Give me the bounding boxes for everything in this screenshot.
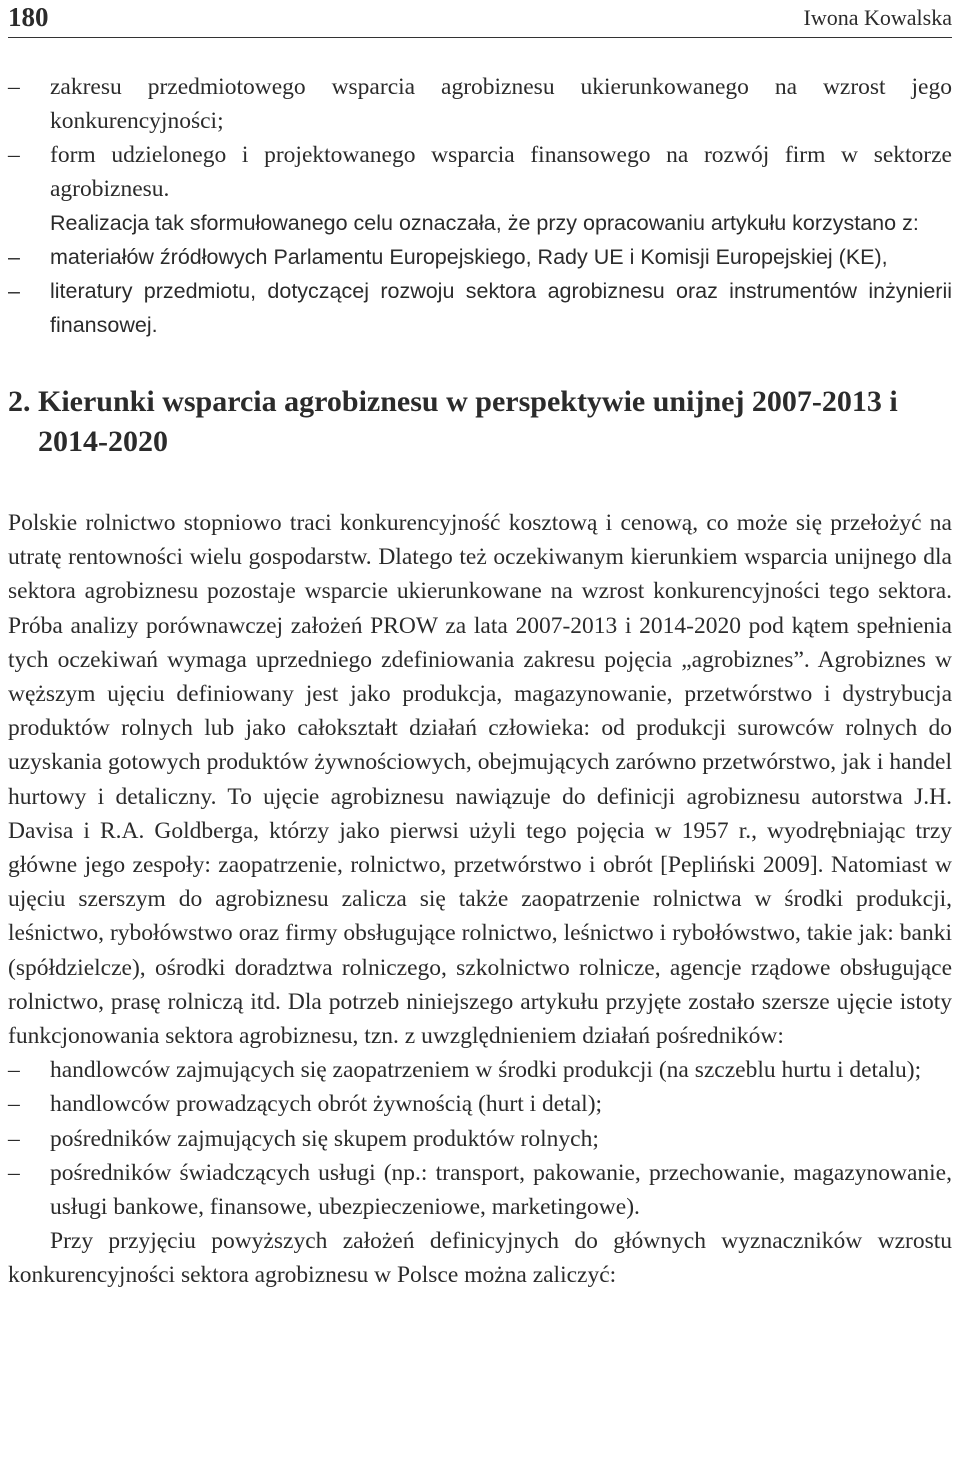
dash-bullet: –: [8, 245, 20, 269]
list-item-text: materiałów źródłowych Parlamentu Europejskiego, Rady UE i Komisji Europejskiej (KE),: [50, 245, 888, 269]
list-item: [8, 1053, 952, 1087]
dash-bullet: –: [8, 1125, 20, 1152]
intermediaries-list: [8, 1053, 952, 1224]
list-item-text: pośredników zajmujących się skupem produktów rolnych;: [50, 1125, 599, 1152]
running-header: [8, 0, 952, 38]
dash-bullet: –: [8, 279, 20, 303]
page-number: 180: [8, 2, 49, 32]
paragraph-realizacja: Realizacja tak sformułowanego celu oznaczała, że przy opracowaniu artykułu korzystano z:: [50, 211, 919, 235]
dash-bullet: –: [8, 74, 20, 100]
sources-list: [8, 240, 952, 342]
dash-bullet: –: [8, 1159, 20, 1186]
dash-bullet: –: [8, 142, 20, 168]
main-paragraph: Polskie rolnictwo stopniowo traci konkurencyjność kosztową i cenową, co może się przełożyć na utratę rentowności wielu gospodarstw. Dlatego też oczekiwanym kierunkiem wsparcia unijnego dla sektora agrobiznesu pozostaje wsparcie ukierunkowane na wzrost konkurencyjności tego sektora. Próba analizy porównawczej założeń PROW za lata 2007-2013 i 2014-2020 pod kątem spełnienia tych oczekiwań wymaga uprzedniego zdefiniowania zakresu pojęcia „agrobiznes”. Agrobiznes w węższym ujęciu definiowany jest jako produkcja, magazynowanie, przetwórstwo i dystrybucja produktów rolnych lub jako całokształt działań człowieka: od produkcji surowców rolnych do uzyskania gotowych produktów żywnościowych, obejmujących zarówno przetwórstwo, jak i handel hurtowy i detaliczny. To ujęcie agrobiznesu nawiązuje do definicji agrobiznesu autorstwa J.H. Davisa i R.A. Goldberga, którzy jako pierwsi użyli tego pojęcia w 1957 r., wyodrębniając trzy główne jego zespoły: zaopatrzenie, rolnictwo, przetwórstwo i obrót [Pepliński 2009]. Natomiast w ujęciu szerszym do agrobiznesu zalicza się także zaopatrzenie rolnictwa w środki produkcji, leśnictwo, rybołówstwo oraz firmy obsługujące rolnictwo, leśnictwo i rybołówstwo, takie jak: banki (spółdzielcze), ośrodki doradztwa rolniczego, szkolnictwo rolnicze, agencje rządowe obsługujące rolnictwo, prasę rolniczą itd. Dla potrzeb niniejszego artykułu przyjęte zostało szersze ujęcie istoty funkcjonowania sektora agrobiznesu, tzn. z uwzględnieniem działań pośredników:: [8, 510, 952, 1050]
dash-bullet: –: [8, 1057, 20, 1084]
list-item: [8, 240, 952, 274]
list-item-text: handlowców zajmujących się zaopatrzeniem w środki produkcji (na szczeblu hurtu i detalu);: [50, 1057, 922, 1084]
list-item-text: form udzielonego i projektowanego wsparcia finansowego na rozwój firm w sektorze agrobiznesu.: [50, 142, 952, 202]
closing-paragraph: Przy przyjęciu powyższych założeń definicyjnych do głównych wyznaczników wzrostu konkurencyjności sektora agrobiznesu w Polsce można zaliczyć:: [8, 1228, 952, 1289]
list-item: [8, 1122, 952, 1156]
list-item: [8, 1156, 952, 1224]
list-item-text: pośredników świadczących usługi (np.: transport, pakowanie, przechowanie, magazynowanie, usługi bankowe, finansowe, ubezpieczeniowe, marketingowe).: [50, 1159, 952, 1221]
list-item: [8, 274, 952, 342]
list-item-text: handlowców prowadzących obrót żywnością (hurt i detal);: [50, 1091, 603, 1118]
running-author: Iwona Kowalska: [803, 5, 952, 30]
list-item-text: literatury przedmiotu, dotyczącej rozwoju sektora agrobiznesu oraz instrumentów inżynierii finansowej.: [50, 279, 952, 337]
list-item: [8, 138, 952, 206]
page-body: [8, 70, 952, 1293]
section-heading: 2. Kierunki wsparcia agrobiznesu w perspektywie unijnej 2007-2013 i 2014-2020: [8, 385, 898, 458]
scope-list: [8, 70, 952, 206]
list-item: [8, 1087, 952, 1121]
list-item: [8, 70, 952, 138]
dash-bullet: –: [8, 1091, 20, 1118]
list-item-text: zakresu przedmiotowego wsparcia agrobiznesu ukierunkowanego na wzrost jego konkurencyjności;: [50, 74, 952, 134]
